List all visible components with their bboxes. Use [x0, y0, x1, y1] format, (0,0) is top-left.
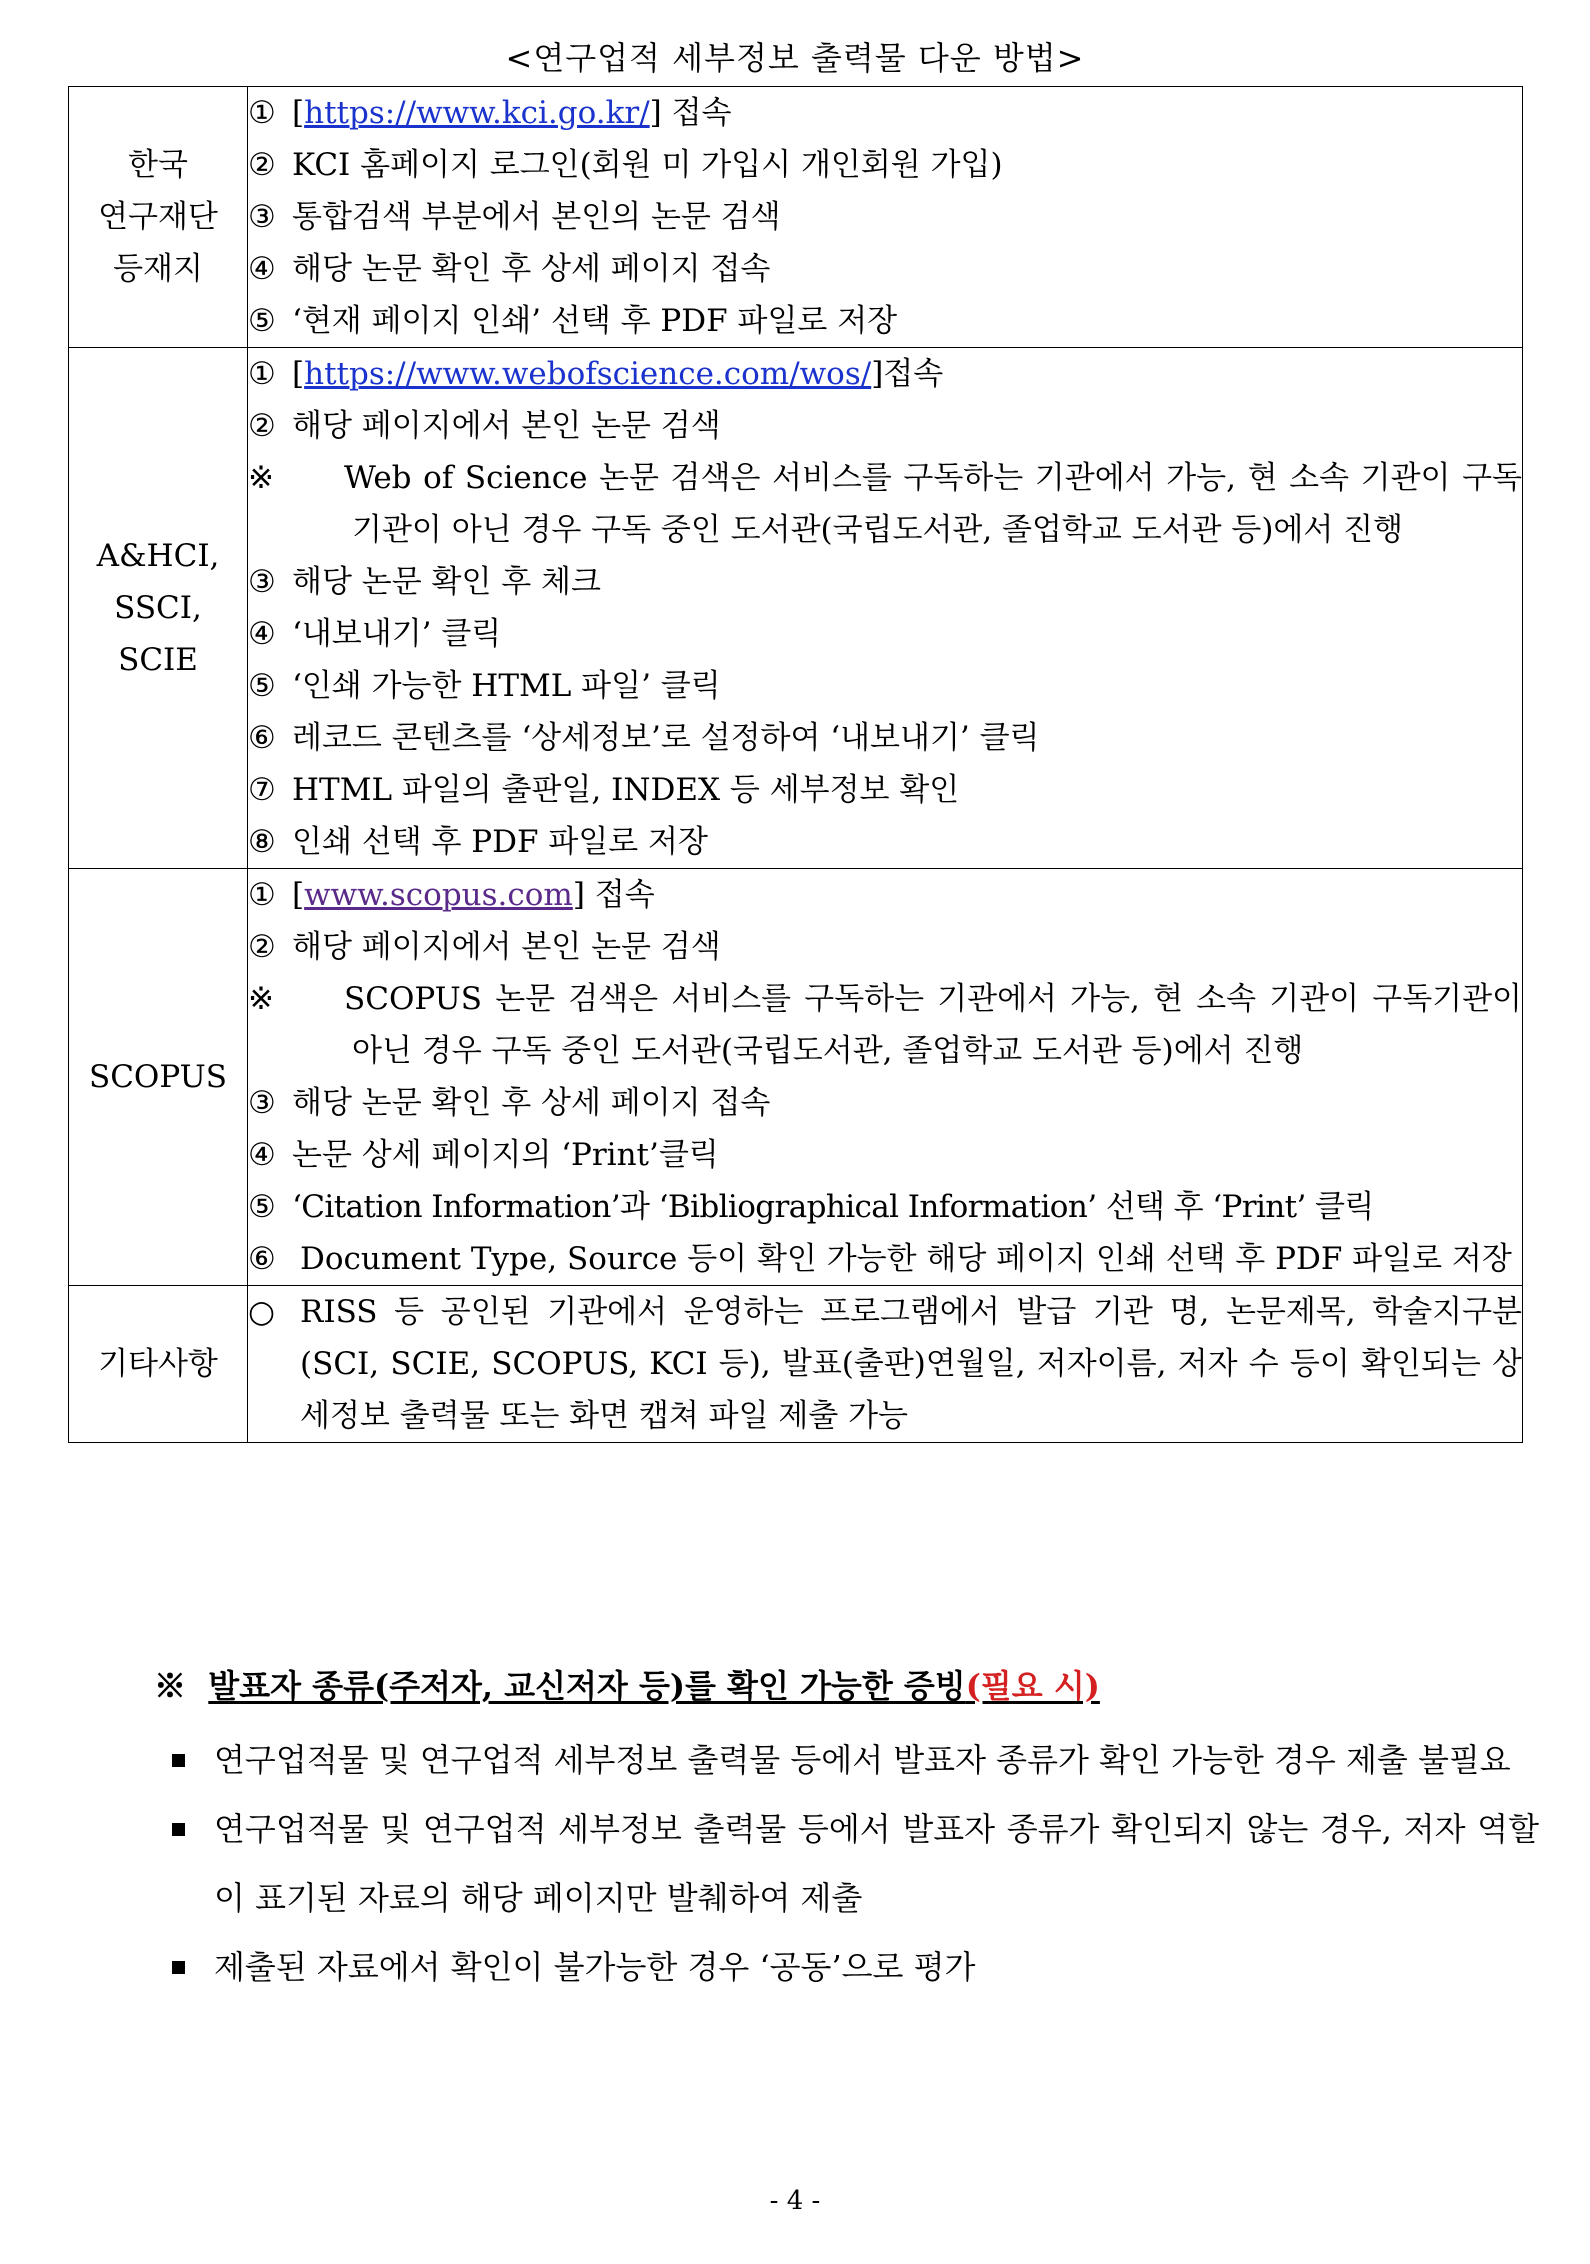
list-item: 연구업적물 및 연구업적 세부정보 출력물 등에서 발표자 종류가 확인되지 않는 경우, 저자 역할이 표기된 자료의 해당 페이지만 발췌하여 제출	[214, 1795, 1539, 1933]
wos-link[interactable]: https://www.webofscience.com/wos/	[304, 356, 872, 392]
step-item: ○ RISS 등 공인된 기관에서 운영하는 프로그램에서 발급 기관 명, 논문제목, 학술지구분(SCI, SCIE, SCOPUS, KCI 등), 발표(출판)연월일, 저자이름, 저자 수 등이 확인되는 상세정보 출력물 또는 화면 캡쳐 파일 제출 가능	[248, 1294, 1522, 1434]
step-item: ③ 해당 논문 확인 후 상세 페이지 접속	[248, 1085, 771, 1121]
table-row-other	[69, 1286, 1523, 1443]
page-title: <연구업적 세부정보 출력물 다운 방법>	[505, 39, 1085, 77]
source-line: SCOPUS	[88, 1059, 228, 1095]
step-item: ④ 논문 상세 페이지의 ‘Print’클릭	[248, 1137, 719, 1173]
step-item: ⑦ HTML 파일의 출판일, INDEX 등 세부정보 확인	[248, 772, 960, 808]
step-note: ※ SCOPUS 논문 검색은 서비스를 구독하는 기관에서 가능, 현 소속 기관이 구독기관이 아닌 경우 구독 중인 도서관(국립도서관, 졸업학교 도서관 등)에서 진행	[248, 981, 1522, 1069]
reference-mark: ※	[154, 1667, 187, 1705]
step-item: ⑤ ‘현재 페이지 인쇄’ 선택 후 PDF 파일로 저장	[248, 303, 898, 339]
list-item: 제출된 자료에서 확인이 불가능한 경우 ‘공동’으로 평가	[214, 1933, 1539, 2002]
required-note: (필요 시)	[965, 1667, 1100, 1705]
steps-cell	[248, 1286, 1523, 1443]
step-item: ⑥ Document Type, Source 등이 확인 가능한 해당 페이지 인쇄 선택 후 PDF 파일로 저장	[248, 1241, 1512, 1277]
step-item: ② KCI 홈페이지 로그인(회원 미 가입시 개인회원 가입)	[248, 147, 1003, 183]
step-item: ④ ‘내보내기’ 클릭	[248, 616, 502, 652]
square-bullet-icon	[172, 1754, 185, 1767]
source-line: 등재지	[113, 251, 203, 287]
steps-cell	[248, 87, 1523, 348]
kci-link[interactable]: https://www.kci.go.kr/	[304, 95, 650, 131]
page-number: - 4 -	[769, 2186, 821, 2216]
source-line: SSCI,	[114, 590, 202, 626]
evidence-section-heading	[154, 1664, 1514, 1708]
source-cell	[69, 869, 248, 1286]
section-text: 발표자 종류(주저자, 교신저자 등)를 확인 가능한 증빙	[208, 1667, 966, 1705]
step-item: ② 해당 페이지에서 본인 논문 검색	[248, 408, 721, 444]
step-item: ③ 해당 논문 확인 후 체크	[248, 564, 601, 600]
source-cell	[69, 1286, 248, 1443]
step-item: ⑤ ‘인쇄 가능한 HTML 파일’ 클릭	[248, 668, 721, 704]
steps-cell	[248, 348, 1523, 869]
steps-cell	[248, 869, 1523, 1286]
step-item: ③ 통합검색 부분에서 본인의 논문 검색	[248, 199, 781, 235]
source-cell	[69, 87, 248, 348]
table-row-wos	[69, 348, 1523, 869]
step-note: ※ Web of Science 논문 검색은 서비스를 구독하는 기관에서 가능, 현 소속 기관이 구독기관이 아닌 경우 구독 중인 도서관(국립도서관, 졸업학교 도서관 등)에서 진행	[248, 460, 1522, 548]
step-item: ⑧ 인쇄 선택 후 PDF 파일로 저장	[248, 824, 708, 860]
step-item: ① [https://www.kci.go.kr/] 접속	[248, 95, 732, 131]
table-row-scopus	[69, 869, 1523, 1286]
source-line: 한국	[128, 147, 188, 183]
step-item: ② 해당 페이지에서 본인 논문 검색	[248, 929, 721, 965]
source-cell	[69, 348, 248, 869]
step-item: ① [https://www.webofscience.com/wos/]접속	[248, 356, 944, 392]
square-bullet-icon	[172, 1823, 185, 1836]
scopus-link[interactable]: www.scopus.com	[304, 877, 573, 913]
source-line: SCIE	[118, 642, 198, 678]
download-method-table	[68, 86, 1523, 1443]
step-item: ⑤ ‘Citation Information’과 ‘Bibliographical Information’ 선택 후 ‘Print’ 클릭	[248, 1189, 1374, 1225]
step-item: ⑥ 레코드 콘텐츠를 ‘상세정보’로 설정하여 ‘내보내기’ 클릭	[248, 720, 1040, 756]
bullet-list	[214, 1726, 1539, 2002]
table-row-kci	[69, 87, 1523, 348]
square-bullet-icon	[172, 1961, 185, 1974]
source-line: 연구재단	[98, 199, 218, 235]
source-line: 기타사항	[98, 1346, 218, 1382]
step-item: ④ 해당 논문 확인 후 상세 페이지 접속	[248, 251, 771, 287]
source-line: A&HCI,	[96, 538, 220, 574]
step-item: ① [www.scopus.com] 접속	[248, 877, 655, 913]
list-item: 연구업적물 및 연구업적 세부정보 출력물 등에서 발표자 종류가 확인 가능한 경우 제출 불필요	[214, 1726, 1539, 1795]
